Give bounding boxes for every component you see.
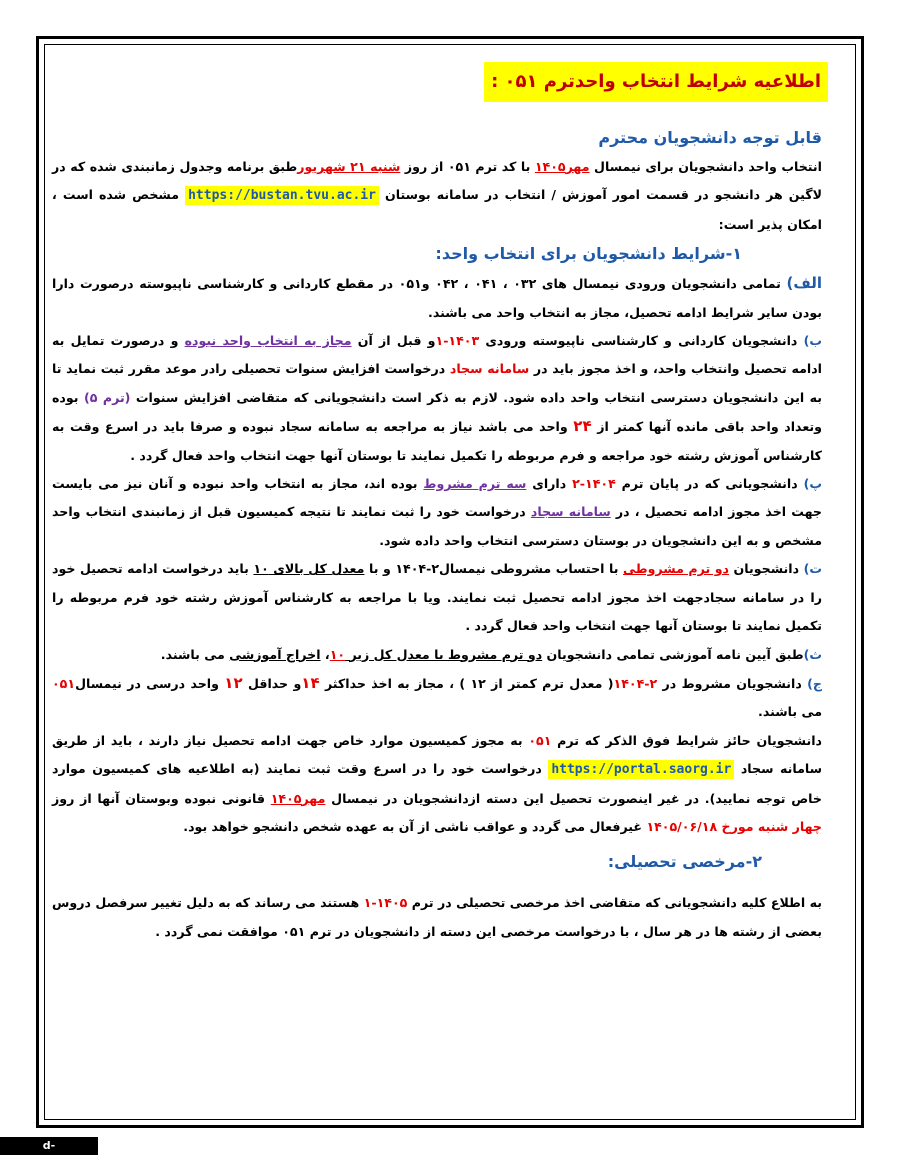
item-se: ث)طبق آیین نامه آموزشی تمامی دانشجویان دو ترم مشروط با معدل کل زیر ۱۰، اخراج آموزشی می باشند. (160, 646, 822, 662)
leave-paragraph: به اطلاع کلیه دانشجویانی که متقاضی اخذ مرخصی تحصیلی در ترم ۱۴۰۵-۱ هستند می رساند که به دلیل تغییر سرفصل دروس بعضی از رشته ها در هر سال ، با درخواست مرخصی این دسته از دانشجویان در ترم ۰۵۱ موافقت نمی گردد . (52, 895, 822, 939)
bustan-link[interactable]: https://bustan.tvu.ac.ir (185, 186, 379, 205)
title-block (52, 62, 828, 103)
item-jim: ج) دانشجویان مشروط در ۲-۱۴۰۴( معدل ترم کمتر از ۱۲ ) ، مجاز به اخذ حداکثر ۱۴و حداقل ۱۲ واحد درسی در نیمسال۰۵۱ می باشند. (52, 673, 822, 720)
section2-heading: ۲-مرخصی تحصیلی: (607, 852, 762, 872)
announcement-title: اطلاعیه شرایط انتخاب واحدترم ۰۵۱ : (484, 62, 828, 102)
site-url-stamp: d-babol.tvu.ac.ir (0, 1137, 98, 1155)
section1-heading: ۱-شرایط دانشجویان برای انتخاب واحد: (435, 244, 742, 264)
intro-heading: قابل توجه دانشجویان محترم (598, 128, 822, 147)
item-pe: پ) دانشجویانی که در پایان ترم ۱۴۰۴-۲ دارای سه ترم مشروط بوده اند، مجاز به انتخاب واحد نبوده و آنان نیز می بایست جهت اخذ مجوز ادامه تحصیل ، در سامانه سجاد درخواست خود را ثبت نمایند تا نتیجه کمیسیون قبل از زمانبندی انتخاب واحد مشخص و به این دانشجویان در بوستان دسترسی انتخاب واحد داده شود. (52, 476, 822, 548)
intro-paragraph: انتخاب واحد دانشجویان برای نیمسال مهر۱۴۰۵ با کد ترم ۰۵۱ از روز شنبه ۲۱ شهریورطبق برنامه وجدول زمانبندی شده که در لاگین هر دانشجو در قسمت امور آموزش / انتخاب در سامانه بوستان https://bustan.tvu.ac.ir مشخص شده است ، امکان پذیر است: (52, 159, 822, 232)
item-be: ب) دانشجویان کاردانی و کارشناسی ناپیوسته ورودی ۱۴۰۳-۱و قبل از آن مجاز به انتخاب واحد نبوده و درصورت تمایل به ادامه تحصیل وانتخاب واحد، و اخذ مجوز باید در سامانه سجاد درخواست افزایش سنوات تحصیلی رادر موعد مقرر ثبت نماید تا به این دانشجویان دسترسی انتخاب واحد داده شود. لازم به ذکر است دانشجویانی که متقاضی افزایش سنوات (ترم ۵) بوده وتعداد واحد باقی مانده آنها کمتر از ۲۴ واحد می باشد نیاز به مراجعه به سامانه سجاد نبوده و صرفا باید در اسرع وقت به کارشناس آموزش رشته خود مراجعه و فرم مربوطه را تکمیل نمایند تا بوستان آنها جهت انتخاب واحد فعال گردد . (52, 333, 822, 463)
announcement-body (52, 62, 822, 946)
item-alef: الف) تمامی دانشجویان ورودی نیمسال های ۰۳۲ ، ۰۴۱ ، ۰۴۲ و۰۵۱ در مقطع کاردانی و کارشناسی ناپیوسته درصورت دارا بودن سایر شرایط ادامه تحصیل، مجاز به انتخاب واحد می باشند. (52, 274, 823, 320)
item-te: ت) دانشجویان دو ترم مشروطی با احتساب مشروطی نیمسال۲-۱۴۰۴ و با معدل کل بالای ۱۰ باید درخواست ادامه تحصیل خود را در سامانه سجادجهت اخذ مجوز ادامه تحصیل ثبت نمایند. ویا با مراجعه به کارشناس آموزش رشته خود فرم مربوطه را تکمیل نمایند تا بوستان آنها جهت انتخاب واحد فعال گردد . (52, 561, 823, 634)
special-commission-note: دانشجویان حائز شرایط فوق الذکر که ترم ۰۵۱ به مجوز کمیسیون موارد خاص جهت ادامه تحصیل نیاز دارند ، باید از طریق سامانه سجاد https://portal.saorg.ir درخواست خود را در اسرع وقت ثبت نمایند (به اطلاعیه های کمیسیون موارد خاص توجه نمایید). در غیر اینصورت تحصیل این دسته ازدانشجویان در نیمسال مهر۱۴۰۵ قانونی نبوده وبوستان آنها از روز چهار شنبه مورخ ۱۴۰۵/۰۶/۱۸ غیرفعال می گردد و عواقب ناشی از آن به عهده شخص دانشجو خواهد بود. (52, 732, 823, 834)
saorg-link[interactable]: https://portal.saorg.ir (548, 760, 734, 779)
